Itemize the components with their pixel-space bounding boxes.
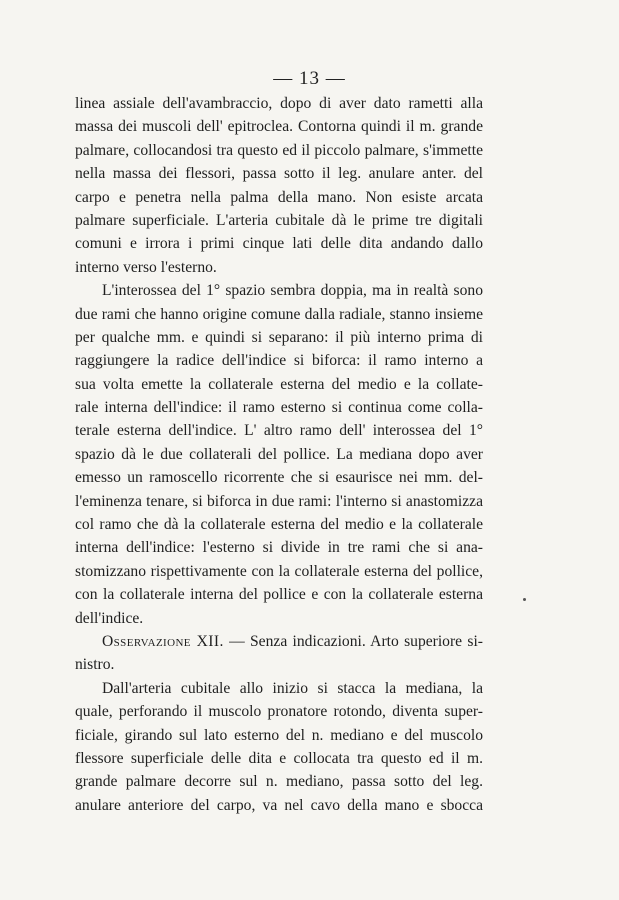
text-line: ficiale, girando sul lato esterno del n. mediano e del muscolo xyxy=(75,726,483,744)
text-line: dell'indice. xyxy=(75,609,144,627)
text-line: Dall'arteria cubitale allo inizio si stacca la mediana, la xyxy=(102,679,483,697)
text-line: stomizzano rispettivamente con la collaterale esterna del pollice, xyxy=(75,562,483,580)
text-line: per qualche mm. e quindi si separano: il più interno prima di xyxy=(75,328,483,346)
text-line: spazio dà le due collaterali del pollice. La mediana dopo aver xyxy=(75,445,483,463)
text-line: rale interna dell'indice: il ramo esterno si continua come colla- xyxy=(75,399,483,417)
page-number: — 13 — xyxy=(273,68,346,89)
text-line: L'interossea del 1° spazio sembra doppia, ma in realtà sono xyxy=(102,282,483,300)
text-line: due rami che hanno origine comune dalla radiale, stanno insieme xyxy=(75,305,483,323)
text-line: quale, perforando il muscolo pronatore rotondo, diventa super- xyxy=(75,703,483,721)
text-line: grande palmare decorre sul n. mediano, passa sotto del leg. xyxy=(75,773,483,791)
text-line: palmare superficiale. L'arteria cubitale dà le prime tre digitali xyxy=(75,211,483,229)
text-line: emesso un ramoscello ricorrente che si esaurisce nei mm. del- xyxy=(75,469,483,487)
observation-heading: Osservazione XII. xyxy=(102,632,224,650)
ink-speck xyxy=(523,598,526,601)
text-line: nistro. xyxy=(75,656,115,674)
observation-line xyxy=(75,630,483,653)
text-line: palmare, collocandosi tra questo ed il piccolo palmare, s'immette xyxy=(75,141,483,159)
text-line: col ramo che dà la collaterale esterna del medio e la collaterale xyxy=(75,516,483,534)
text-line: raggiungere la radice dell'indice si biforca: il ramo interno a xyxy=(75,352,483,370)
text-line: terale esterna dell'indice. L' altro ramo dell' interossea del 1° xyxy=(75,422,483,440)
observation-text: — Senza indicazioni. Arto superiore si- xyxy=(229,632,483,650)
body-text xyxy=(75,92,483,817)
text-line: linea assiale dell'avambraccio, dopo di aver dato rametti alla xyxy=(75,95,483,112)
text-line: sua volta emette la collaterale esterna del medio e la collate- xyxy=(75,375,483,393)
text-line: l'eminenza tenare, si biforca in due rami: l'interno si anastomizza xyxy=(75,492,483,510)
text-line: interno verso l'esterno. xyxy=(75,258,217,276)
text-line: interna dell'indice: l'esterno si divide in tre rami che si ana- xyxy=(75,539,483,557)
text-line: massa dei muscoli dell' epitroclea. Contorna quindi il m. grande xyxy=(75,118,483,136)
text-line: carpo e penetra nella palma della mano. Non esiste arcata xyxy=(75,188,483,206)
text-line: con la collaterale interna del pollice e con la collaterale esterna xyxy=(75,586,483,604)
text-line: flessore superficiale delle dita e collocata tra questo ed il m. xyxy=(75,749,483,767)
text-line: nella massa dei flessori, passa sotto il leg. anulare anter. del xyxy=(75,165,483,183)
text-line: comuni e irrora i primi cinque lati delle dita andando dallo xyxy=(75,235,483,253)
text-line: anulare anteriore del carpo, va nel cavo della mano e sbocca xyxy=(75,796,483,814)
